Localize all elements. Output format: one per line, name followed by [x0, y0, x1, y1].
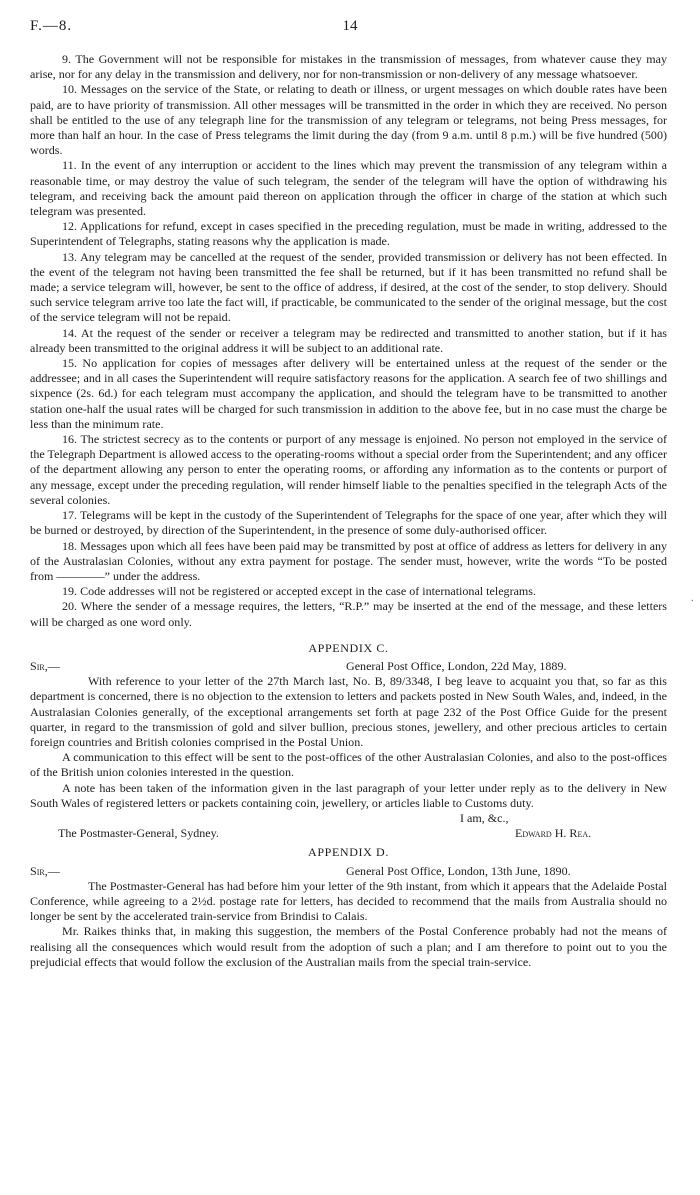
appendix-c-closing: I am, &c., [460, 810, 509, 825]
regulation-20: 20. Where the sender of a message requires, the letters, “R.P.” may be inserted at the end of the message, and these letters will be charged as one word only. [30, 599, 667, 629]
appendix-d-dateline: General Post Office, London, 13th June, 1890. [346, 863, 571, 878]
appendix-c-paragraph: A note has been taken of the information given in the last paragraph of your letter under reply as to the delivery in New South Wales of registered letters or packets containing coin, jewellery, or articles liable to Customs duty. [30, 780, 667, 810]
document-body [30, 52, 667, 970]
appendix-c-title: APPENDIX C. [308, 640, 389, 655]
regulation-12: 12. Applications for refund, except in cases specified in the preceding regulation, must be made in writing, addressed to the Superintendent of Telegraphs, stating reasons why the application is made. [30, 219, 667, 249]
appendix-c-dateline: General Post Office, London, 22d May, 1889. [346, 658, 567, 673]
appendix-c-signature-row [30, 826, 667, 841]
regulation-16: 16. The strictest secrecy as to the contents or purport of any message is enjoined. No person not employed in the service of the Telegraph Department is allowed access to the operating-rooms without a special order from the Superintendent; and any officer of the department allowing any person to enter the operating rooms, or affording any information as to the contents or purport of any message, except under the preceding regulation, will render himself liable to the penalties specified in the telegraph Acts of the several colonies. [30, 432, 667, 507]
regulation-17: 17. Telegrams will be kept in the custody of the Superintendent of Telegraphs for the space of one year, after which they will be burned or destroyed, by direction of the Superintendent, in the presence of some duly-authorised officer. [30, 508, 667, 538]
page-number: 14 [342, 18, 358, 34]
regulation-11: 11. In the event of any interruption or accident to the lines which may prevent the transmission of any telegram within a reasonable time, or may destroy the value of such telegram, the sender of the telegram will have the option of withdrawing his telegram, and receiving back the amount paid thereon on application through the officer in charge of the station at which such telegram was presented. [30, 158, 667, 219]
appendix-d-paragraph: Mr. Raikes thinks that, in making this suggestion, the members of the Postal Conference probably had not the means of realising all the consequences which would result from the adoption of such a plan; and I am therefore to point out to you the prejudicial effects that would follow the exclusion of the Australian mails from the special train-service. [30, 924, 667, 969]
appendix-d-paragraph: The Postmaster-General has had before him your letter of the 9th instant, from which it appears that the Adelaide Postal Conference, while agreeing to a 2½d. postage rate for letters, has decided to recommend that the mails from Australia should no longer be sent by the accelerated train-service from Brindisi to Calais. [30, 878, 667, 924]
appendix-d-heading-row [30, 864, 667, 879]
appendix-c-salutation: Sir,— [30, 658, 60, 673]
document-reference: F.—8. [30, 18, 73, 34]
regulation-9: 9. The Government will not be responsible for mistakes in the transmission of messages, from whatever cause they may arise, nor for any delay in the transmission and delivery, nor for non-transmission or non-delivery of any message whatsoever. [30, 52, 667, 82]
appendix-c-signature: Edward H. Rea. [515, 826, 592, 841]
page-header [30, 18, 670, 40]
appendix-d-title: APPENDIX D. [308, 845, 389, 860]
appendix-c-closing-row [30, 811, 667, 826]
regulation-18: 18. Messages upon which all fees have been paid may be transmitted by post at office of address as letters for delivery in any of the Australasian Colonies, without any extra payment for postage. The sender must, however, write the words “To be posted from ————” under the address. [30, 538, 667, 583]
appendix-c-heading-row [30, 659, 667, 674]
regulation-10: 10. Messages on the service of the State, or relating to death or illness, or urgent messages on which double rates have been paid, are to have priority of transmission. All other messages will be transmitted in the order in which they are received. No person shall be entitled to the use of any telegraph line for the transmission of any telegram or telegrams, not being Press messages, for more than half an hour. In the case of Press telegrams the limit during the day (from 9 a.m. until 8 p.m.) will be five hundred (500) words. [30, 82, 667, 158]
appendix-d-salutation: Sir,— [30, 863, 60, 878]
appendix-c-paragraph: With reference to your letter of the 27th March last, No. B, 89/3348, I beg leave to acquaint you that, so far as this department is concerned, there is no objection to the extension to letters and packets posted in New South Wales, and, indeed, in the Australasian Colonies generally, of the exceptional arrangements set forth at page 232 of the Post Office Guide for the present quarter, in regard to the transmission of gold and silver bullion, precious stones, jewellery, and other precious articles to certain foreign countries and British colonies comprised in the Postal Union. [30, 674, 667, 749]
appendix-c-addressee: The Postmaster-General, Sydney. [58, 826, 219, 841]
regulation-13: 13. Any telegram may be cancelled at the request of the sender, provided transmission or delivery has not been effected. In the event of the telegram not having been transmitted the fee shall be returned, but if it has been transmitted no refund shall be made; a service telegram will, however, be sent to the office of address, if desired, at the cost of the sender, to stop delivery. Should such service telegram arrive too late the fact will, if practicable, be communicated to the sender of the original message, but the cost of the service telegram will not be repaid. [30, 249, 667, 325]
regulation-19: 19. Code addresses will not be registered or accepted except in the case of international telegrams. [62, 584, 536, 599]
margin-mark: · [690, 596, 694, 607]
regulation-14: 14. At the request of the sender or receiver a telegram may be redirected and transmitted to another station, but if it has already been transmitted to the original address it will be subject to an additional rate. [30, 325, 667, 355]
regulation-15: 15. No application for copies of messages after delivery will be entertained unless at the request of the sender or the addressee; and in all cases the Superintendent will require satisfactory reasons for the application. A search fee of two shillings and sixpence (2s. 6d.) for each telegram must accompany the application, and should the telegram have to be transmitted to another station one-half the usual rates will be charged for such transmission in addition to the above fee, but in no case must the charge be less than the minimum rate. [30, 356, 667, 431]
appendix-c-paragraph: A communication to this effect will be sent to the post-offices of the other Australasian Colonies, and also to the post-offices of the British union colonies interested in the question. [30, 750, 667, 780]
